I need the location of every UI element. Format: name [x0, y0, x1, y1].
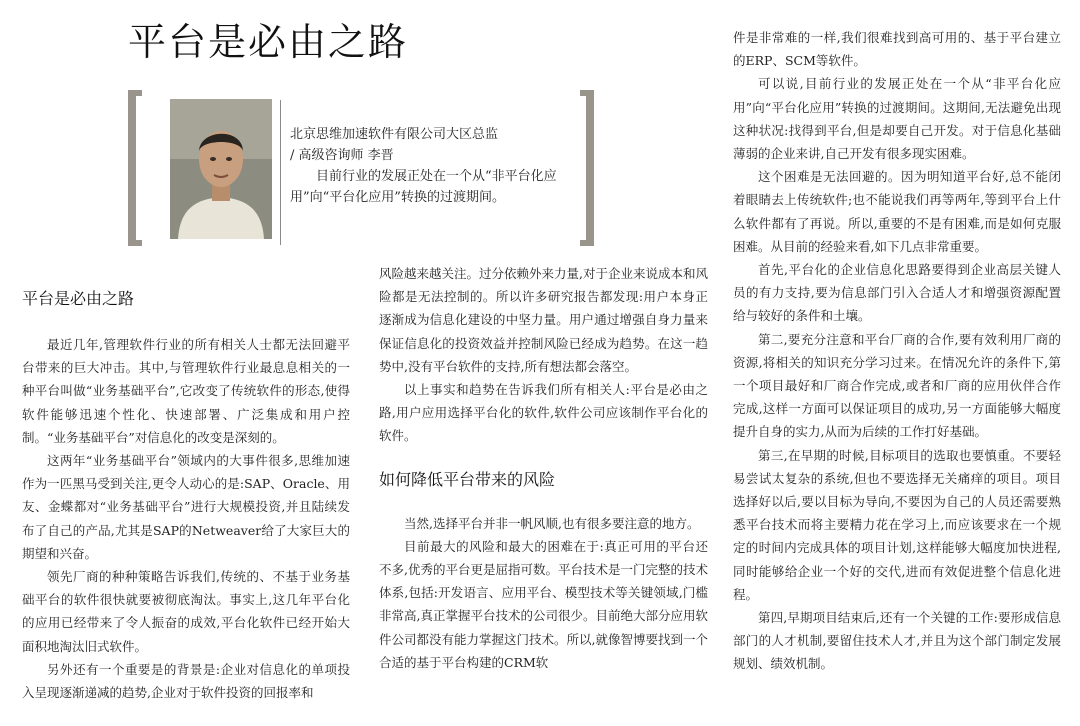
paragraph: 目前最大的风险和最大的困难在于:真正可用的平台还不多,优秀的平台更是屈指可数。平台技术是一门完整的技术体系,包括:开发语言、应用平台、模型技术等关键领域,门槛非常高,真正掌握平台技术的公司很少。目前绝大部分应用软件公司都没有能力掌握这门技术。所以,就像智博要找到一个合适的基于平台构建的CRM软	[379, 538, 708, 670]
section-heading-2: 如何降低平台带来的风险	[379, 469, 556, 489]
author-title: 北京思维加速软件有限公司大区总监	[290, 127, 499, 142]
author-summary: 目前行业的发展正处在一个从“非平台化应用”向“平台化应用”转换的过渡期间。	[290, 169, 557, 205]
author-portrait-icon	[170, 99, 272, 239]
column-2	[379, 262, 708, 674]
paragraph: 件是非常难的一样,我们很难找到高可用的、基于平台建立的ERP、SCM等软件。	[733, 30, 1061, 69]
left-bracket-decoration	[128, 90, 142, 246]
paragraph: 风险越来越关注。过分依赖外来力量,对于企业来说成本和风险都是无法控制的。所以许多研究报告都发现:用户本身正逐渐成为信息化建设的中坚力量。用户通过增强自身力量来保证信息化的投资效益并控制风险已经成为趋势。在这一趋势中,没有平台软件的支持,所有想法都会落空。	[379, 266, 708, 374]
author-divider	[280, 100, 281, 245]
article-title: 平台是必由之路	[128, 20, 409, 64]
paragraph: 第三,在早期的时候,目标项目的选取也要慎重。不要轻易尝试太复杂的系统,但也不要选择无关痛痒的项目。项目选择好以后,要以目标为导向,不要因为自己的人员还需要熟悉平台技术而将主要精力花在学习上,而应该要求在一个规定的时间内完成具体的项目计划,这样能够大幅度加快进程,同时能够给企业一个好的交代,进而有效促进整个信息化进程。	[733, 447, 1061, 602]
right-bracket-decoration	[580, 90, 594, 246]
paragraph: 第二,要充分注意和平台厂商的合作,要有效利用厂商的资源,将相关的知识充分学习过来。在情况允许的条件下,第一个项目最好和厂商合作完成,或者和厂商的应用伙伴合作完成,这样一方面可以保证项目的成功,另一方面能够大幅度提升自身的实力,从而为后续的工作打好基础。	[733, 331, 1061, 440]
paragraph: 当然,选择平台并非一帆风顺,也有很多要注意的地方。	[404, 515, 700, 531]
section-heading-1: 平台是必由之路	[22, 289, 135, 308]
paragraph: 最近几年,管理软件行业的所有相关人士都无法回避平台带来的巨大冲击。其中,与管理软件行业最息息相关的一种平台叫做“业务基础平台”,它改变了传统软件的形态,使得软件能够迅速个性化、快速部署、广泛集成和用户控制。“业务基础平台”对信息化的改变是深刻的。	[22, 337, 350, 445]
author-box	[290, 124, 574, 208]
paragraph: 另外还有一个重要是的背景是:企业对信息化的单项投入呈现逐渐递减的趋势,企业对于软件投资的回报率和	[22, 661, 350, 701]
paragraph: 以上事实和趋势在告诉我们所有相关人:平台是必由之路,用户应用选择平台化的软件,软件公司应该制作平台化的软件。	[379, 382, 708, 444]
column-1	[22, 287, 350, 704]
paragraph: 这个困难是无法回避的。因为明知道平台好,总不能闭着眼睛去上传统软件;也不能说我们再等两年,等到平台上什么软件都有了再说。所以,重要的不是有困难,而是如何克服困难。从目前的经验来看,如下几点非常重要。	[733, 169, 1061, 254]
column-3	[733, 26, 1061, 676]
paragraph: 这两年“业务基础平台”领域内的大事件很多,思维加速作为一匹黑马受到关注,更令人动心的是:SAP、Oracle、用友、金蝶都对“业务基础平台”进行大规模投资,并且陆续发布了自己的产品,尤其是SAP的Netweaver给了大家巨大的期望和兴奋。	[22, 453, 350, 561]
author-photo	[170, 99, 272, 239]
paragraph: 领先厂商的种种策略告诉我们,传统的、不基于业务基础平台的软件很快就要被彻底淘汰。事实上,这几年平台化的应用已经带来了令人振奋的成效,平台化软件已经开始大面积地淘汰旧式软件。	[22, 569, 350, 654]
paragraph: 可以说,目前行业的发展正处在一个从“非平台化应用”向“平台化应用”转换的过渡期间。这期间,无法避免出现这种状况:找得到平台,但是却要自己开发。对于信息化基础薄弱的企业来讲,自己开发有很多现实困难。	[733, 76, 1061, 162]
paragraph: 第四,早期项目结束后,还有一个关键的工作:要形成信息部门的人才机制,要留住技术人才,并且为这个部门制定发展规划、绩效机制。	[733, 610, 1061, 672]
paragraph: 首先,平台化的企业信息化思路要得到企业高层关键人员的有力支持,要为信息部门引入合适人才和增强资源配置给与较好的条件和土壤。	[733, 262, 1061, 324]
author-name: / 高级咨询师 李晋	[290, 148, 394, 163]
